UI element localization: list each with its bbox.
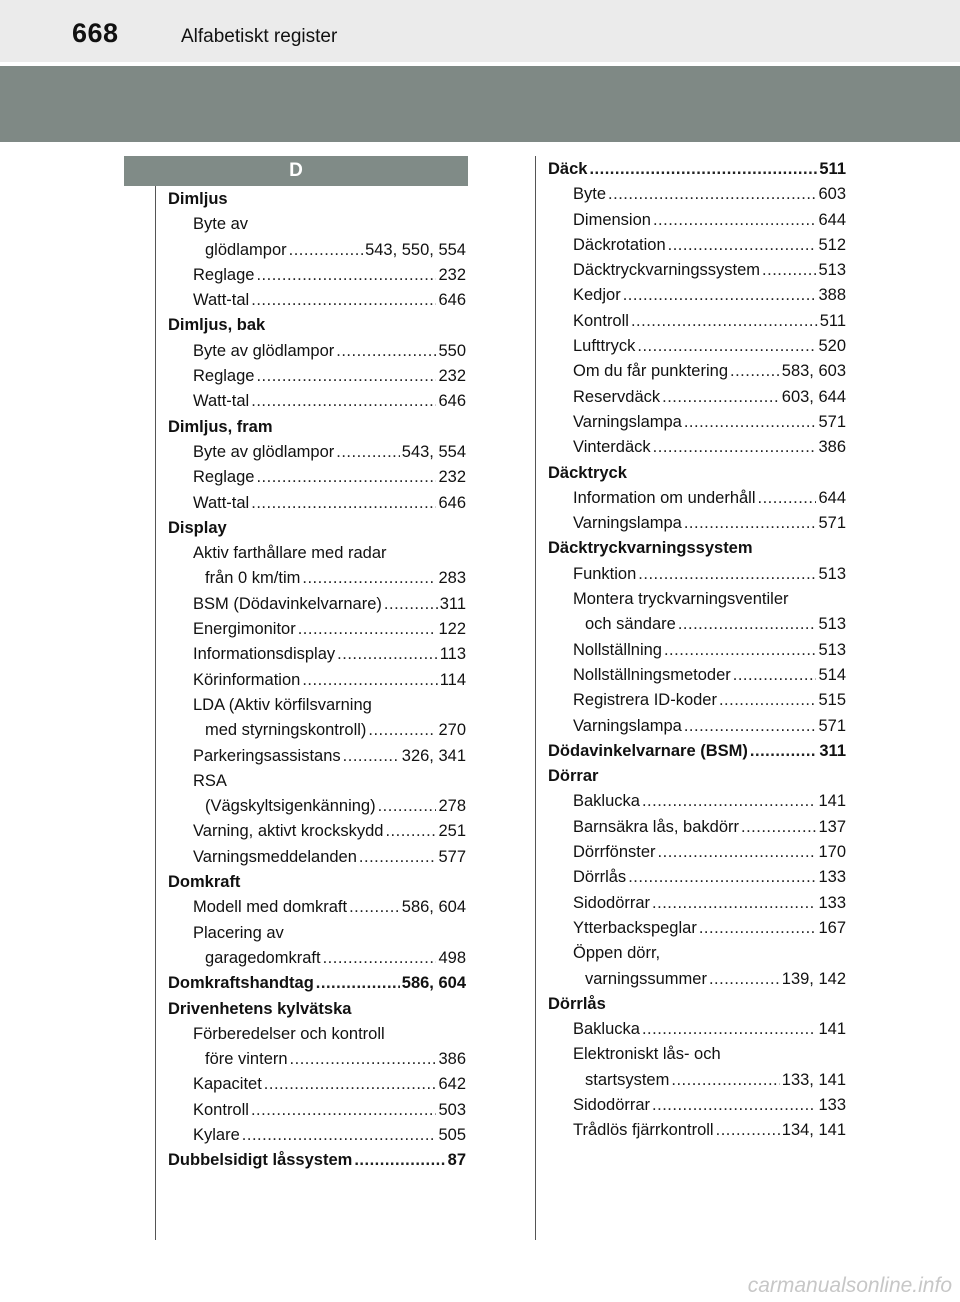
entry-text: startsystem: [585, 1070, 670, 1089]
page-reference: 503: [438, 1100, 466, 1119]
entry-text: Information om underhåll: [573, 488, 756, 507]
entry-text: Dimension: [573, 210, 651, 229]
entry-text: Trådlös fjärrkontroll: [573, 1121, 714, 1140]
entry-text: Kontroll: [573, 311, 629, 330]
index-subentry: [548, 562, 846, 587]
dot-leader: [368, 718, 436, 743]
index-subentry: [548, 334, 846, 359]
index-subentry: [168, 364, 466, 389]
dot-leader: [354, 1148, 445, 1173]
dot-leader: [652, 1093, 816, 1118]
page-reference: 386: [818, 438, 846, 457]
dot-leader: [336, 440, 400, 465]
dot-leader: [302, 668, 437, 693]
page-reference: 511: [819, 160, 846, 178]
page-header: [0, 0, 960, 62]
index-subentry: [168, 491, 466, 516]
entry-text: Kedjor: [573, 286, 621, 305]
entry-text: Domkraft: [168, 873, 241, 892]
page-reference: 137: [818, 817, 846, 836]
entry-text: Byte av glödlampor: [193, 341, 335, 360]
dot-leader: [316, 971, 400, 996]
entry-text: Sidodörrar: [573, 1095, 651, 1114]
dot-leader: [385, 819, 436, 844]
dot-leader: [699, 916, 817, 941]
dot-leader: [256, 364, 436, 389]
page-reference: 644: [818, 488, 846, 507]
page-reference: 283: [438, 569, 466, 588]
page-reference: 278: [438, 797, 466, 816]
dot-leader: [251, 1098, 437, 1123]
dot-leader: [642, 789, 817, 814]
index-entry: [548, 764, 846, 789]
index-subentry: [548, 486, 846, 511]
entry-text: Dörrlås: [573, 868, 627, 887]
dot-leader: [671, 1068, 779, 1093]
index-subentry: [168, 845, 466, 870]
entry-text: Display: [168, 518, 227, 537]
entry-text: Kontroll: [193, 1100, 249, 1119]
index-subentry: [548, 612, 846, 637]
page-reference: 232: [438, 265, 466, 284]
index-subentry: [168, 693, 466, 718]
entry-text: Varningslampa: [573, 412, 682, 431]
page-reference: 311: [819, 741, 846, 760]
dot-leader: [631, 309, 818, 334]
page-reference: 603, 644: [781, 387, 846, 406]
index-subentry: [168, 1072, 466, 1097]
page-reference: 498: [438, 948, 466, 967]
page-reference: 511: [819, 311, 846, 330]
index-entry: [168, 1148, 466, 1173]
page-number: 668: [72, 18, 119, 48]
index-subentry: [548, 663, 846, 688]
index-entry: [548, 461, 846, 486]
index-subentry: [548, 511, 846, 536]
index-subentry: [548, 182, 846, 207]
dot-leader: [628, 865, 816, 890]
dot-leader: [623, 283, 817, 308]
index-subentry: [168, 744, 466, 769]
entry-text: garagedomkraft: [205, 948, 321, 967]
entry-text: Dubbelsidigt låssystem: [168, 1151, 353, 1170]
index-entry: [548, 536, 846, 561]
page-reference: 133: [818, 868, 846, 887]
dot-leader: [638, 562, 816, 587]
index-entry: [168, 971, 466, 996]
dot-leader: [664, 638, 817, 663]
page-reference: 270: [438, 721, 466, 740]
page-reference: 311: [439, 594, 466, 613]
entry-text: Kylare: [193, 1125, 240, 1144]
index-subentry: [548, 789, 846, 814]
page-reference: 134, 141: [781, 1121, 846, 1140]
page-reference: 571: [818, 514, 846, 533]
dot-leader: [251, 288, 436, 313]
dot-leader: [337, 642, 438, 667]
page-reference: 386: [438, 1050, 466, 1069]
index-subentry: [548, 1042, 846, 1067]
page-reference: 513: [818, 261, 846, 280]
index-entry: [168, 187, 466, 212]
entry-text: Varningslampa: [573, 514, 682, 533]
index-subentry: [168, 617, 466, 642]
dot-leader: [684, 714, 817, 739]
index-subentry: [548, 891, 846, 916]
page-reference: 644: [818, 210, 846, 229]
dot-leader: [678, 612, 817, 637]
page-reference: 141: [818, 792, 846, 811]
dot-leader: [323, 946, 437, 971]
entry-text: RSA: [193, 771, 227, 790]
index-subentry: [168, 769, 466, 794]
index-subentry: [168, 794, 466, 819]
index-subentry: [548, 865, 846, 890]
entry-text: Funktion: [573, 564, 637, 583]
dot-leader: [658, 840, 817, 865]
dot-leader: [378, 794, 437, 819]
index-subentry: [168, 718, 466, 743]
entry-text: Drivenhetens kylvätska: [168, 999, 352, 1018]
page-reference: 133, 141: [781, 1070, 846, 1089]
dot-leader: [256, 263, 436, 288]
entry-text: Varning, aktivt krockskydd: [193, 822, 384, 841]
page-reference: 586, 604: [401, 974, 466, 993]
dot-leader: [637, 334, 816, 359]
index-subentry: [168, 238, 466, 263]
entry-text: Informationsdisplay: [193, 645, 336, 664]
index-subentry: [548, 385, 846, 410]
page-reference: 114: [439, 670, 466, 689]
page-reference: 520: [818, 337, 846, 356]
index-entry: [548, 739, 846, 764]
index-subentry: [168, 440, 466, 465]
dot-leader: [343, 744, 400, 769]
dot-leader: [642, 1017, 817, 1042]
page-reference: 543, 550, 554: [365, 240, 466, 259]
page-reference: 642: [438, 1075, 466, 1094]
entry-text: före vintern: [205, 1050, 288, 1069]
dot-leader: [758, 486, 817, 511]
entry-text: Dimljus, bak: [168, 316, 266, 335]
entry-text: Dimljus: [168, 190, 228, 208]
dot-leader: [662, 385, 780, 410]
entry-text: Dödavinkelvarnare (BSM): [548, 741, 748, 760]
index-subentry: [168, 1022, 466, 1047]
dot-leader: [384, 592, 438, 617]
page-reference: 141: [818, 1020, 846, 1039]
entry-text: Däcktryck: [548, 463, 627, 482]
index-subentry: [548, 688, 846, 713]
entry-text: Aktiv farthållare med radar: [193, 544, 387, 563]
entry-text: Varningslampa: [573, 716, 682, 735]
index-subentry: [548, 916, 846, 941]
index-subentry: [168, 946, 466, 971]
dot-leader: [289, 238, 363, 263]
page-reference: 646: [438, 493, 466, 512]
page-reference: 512: [818, 235, 846, 254]
entry-text: Montera tryckvarningsventiler: [573, 590, 789, 609]
entry-text: Baklucka: [573, 792, 640, 811]
header-band: [0, 66, 960, 142]
dot-leader: [730, 359, 780, 384]
index-subentry: [548, 638, 846, 663]
dot-leader: [684, 511, 817, 536]
page-reference: 603: [818, 185, 846, 204]
page-reference: 571: [818, 412, 846, 431]
entry-text: BSM (Dödavinkelvarnare): [193, 594, 382, 613]
index-subentry: [548, 283, 846, 308]
entry-text: från 0 km/tim: [205, 569, 301, 588]
index-subentry: [548, 258, 846, 283]
entry-text: Vinterdäck: [573, 438, 651, 457]
entry-text: Modell med domkraft: [193, 898, 348, 917]
index-entry: [168, 997, 466, 1022]
entry-text: Förberedelser och kontroll: [193, 1024, 385, 1043]
index-subentry: [168, 389, 466, 414]
entry-text: Reglage: [193, 468, 255, 487]
dot-leader: [709, 967, 780, 992]
page-reference: 646: [438, 392, 466, 411]
dot-leader: [298, 617, 437, 642]
entry-text: varningssummer: [585, 969, 707, 988]
entry-text: Om du får punktering: [573, 362, 728, 381]
entry-text: Elektroniskt lås- och: [573, 1045, 721, 1064]
index-entry: [168, 313, 466, 338]
page-reference: 113: [439, 645, 466, 664]
index-subentry: [548, 410, 846, 435]
page-reference: 388: [818, 286, 846, 305]
watermark: carmanualsonline.info: [747, 1274, 952, 1297]
entry-text: Energimonitor: [193, 620, 296, 639]
page-reference: 577: [438, 847, 466, 866]
entry-text: Baklucka: [573, 1020, 640, 1039]
dot-leader: [741, 815, 816, 840]
entry-text: Placering av: [193, 923, 284, 942]
entry-text: Domkraftshandtag: [168, 974, 314, 993]
page-reference: 513: [818, 615, 846, 634]
dot-leader: [336, 339, 436, 364]
index-subentry: [168, 921, 466, 946]
page-reference: 514: [818, 665, 846, 684]
index-subentry: [168, 642, 466, 667]
entry-text: Dimljus, fram: [168, 417, 273, 436]
index-subentry: [168, 263, 466, 288]
entry-text: Ytterbackspeglar: [573, 918, 697, 937]
page-reference: 543, 554: [401, 442, 466, 461]
dot-leader: [733, 663, 817, 688]
entry-text: och sändare: [585, 615, 676, 634]
dot-leader: [589, 157, 817, 182]
page-reference: 586, 604: [401, 898, 466, 917]
dot-leader: [653, 208, 817, 233]
index-subentry: [168, 566, 466, 591]
index-subentry: [548, 1068, 846, 1093]
dot-leader: [750, 739, 817, 764]
page-reference: 583, 603: [781, 362, 846, 381]
entry-text: Registrera ID-koder: [573, 691, 717, 710]
page-reference: 232: [438, 468, 466, 487]
index-subentry: [548, 941, 846, 966]
dot-leader: [290, 1047, 437, 1072]
column-divider-middle: [535, 156, 536, 1240]
entry-text: Körinformation: [193, 670, 301, 689]
index-entry: [548, 992, 846, 1017]
index-subentry: [548, 840, 846, 865]
dot-leader: [653, 435, 817, 460]
dot-leader: [608, 182, 816, 207]
index-entry: [168, 415, 466, 440]
entry-text: Byte av: [193, 215, 249, 234]
page-reference: 232: [438, 367, 466, 386]
entry-text: Watt-tal: [193, 493, 250, 512]
entry-text: Dörrar: [548, 767, 599, 786]
page-reference: 513: [818, 564, 846, 583]
index-subentry: [168, 465, 466, 490]
page-reference: 505: [438, 1125, 466, 1144]
index-subentry: [548, 1017, 846, 1042]
entry-text: Watt-tal: [193, 392, 250, 411]
index-subentry: [548, 208, 846, 233]
page-reference: 87: [447, 1151, 466, 1170]
page-reference: 550: [438, 341, 466, 360]
page-reference: 515: [818, 691, 846, 710]
page-reference: 133: [818, 893, 846, 912]
index-column-left: [168, 187, 466, 1174]
page-reference: 122: [438, 620, 466, 639]
dot-leader: [302, 566, 436, 591]
index-subentry: [168, 592, 466, 617]
index-subentry: [168, 541, 466, 566]
entry-text: glödlampor: [205, 240, 287, 259]
index-entry: [168, 870, 466, 895]
page-reference: 646: [438, 291, 466, 310]
entry-text: Reservdäck: [573, 387, 661, 406]
entry-text: Dörrfönster: [573, 843, 656, 862]
dot-leader: [684, 410, 817, 435]
dot-leader: [719, 688, 817, 713]
entry-text: Däcktryckvarningssystem: [573, 261, 761, 280]
index-subentry: [548, 815, 846, 840]
page-reference: 571: [818, 716, 846, 735]
index-entry: [168, 516, 466, 541]
index-subentry: [548, 714, 846, 739]
index-subentry: [548, 587, 846, 612]
entry-text: Reglage: [193, 367, 255, 386]
entry-text: Däckrotation: [573, 235, 666, 254]
index-entry: [548, 157, 846, 182]
dot-leader: [256, 465, 436, 490]
entry-text: Öppen dörr,: [573, 944, 661, 963]
page-reference: 513: [818, 640, 846, 659]
dot-leader: [652, 891, 816, 916]
page-title: Alfabetiskt register: [181, 26, 338, 47]
entry-text: Byte av glödlampor: [193, 442, 335, 461]
index-subentry: [168, 212, 466, 237]
entry-text: Dörrlås: [548, 994, 606, 1013]
dot-leader: [349, 895, 400, 920]
column-divider-left: [155, 186, 156, 1240]
index-subentry: [168, 1047, 466, 1072]
entry-text: (Vägskyltsigenkänning): [205, 797, 376, 816]
index-subentry: [548, 1093, 846, 1118]
page-reference: 139, 142: [781, 969, 846, 988]
index-subentry: [548, 233, 846, 258]
dot-leader: [251, 491, 436, 516]
index-subentry: [168, 1098, 466, 1123]
entry-text: Nollställningsmetoder: [573, 665, 731, 684]
entry-text: Varningsmeddelanden: [193, 847, 357, 866]
index-subentry: [168, 339, 466, 364]
index-subentry: [168, 668, 466, 693]
page-reference: 326, 341: [401, 746, 466, 765]
dot-leader: [242, 1123, 437, 1148]
dot-leader: [668, 233, 817, 258]
entry-text: LDA (Aktiv körfilsvarning: [193, 695, 372, 714]
index-subentry: [168, 895, 466, 920]
entry-text: Parkeringsassistans: [193, 746, 341, 765]
dot-leader: [762, 258, 816, 283]
index-subentry: [548, 359, 846, 384]
index-subentry: [548, 1118, 846, 1143]
entry-text: Barnsäkra lås, bakdörr: [573, 817, 739, 836]
entry-text: Sidodörrar: [573, 893, 651, 912]
page-reference: 251: [438, 822, 466, 841]
index-subentry: [168, 288, 466, 313]
index-subentry: [168, 819, 466, 844]
entry-text: Däck: [548, 160, 588, 178]
page-reference: 167: [818, 918, 846, 937]
entry-text: med styrningskontroll): [205, 721, 367, 740]
dot-leader: [716, 1118, 780, 1143]
page-reference: 170: [818, 843, 846, 862]
dot-leader: [264, 1072, 437, 1097]
index-column-right: [548, 157, 846, 1144]
entry-text: Nollställning: [573, 640, 662, 659]
entry-text: Däcktryckvarningssystem: [548, 539, 753, 558]
entry-text: Lufttryck: [573, 337, 636, 356]
entry-text: Byte: [573, 185, 607, 204]
index-subentry: [548, 967, 846, 992]
section-letter-header: D: [124, 156, 468, 186]
index-subentry: [168, 1123, 466, 1148]
index-subentry: [548, 309, 846, 334]
entry-text: Kapacitet: [193, 1075, 262, 1094]
index-subentry: [548, 435, 846, 460]
entry-text: Watt-tal: [193, 291, 250, 310]
page-reference: 133: [818, 1095, 846, 1114]
dot-leader: [251, 389, 436, 414]
entry-text: Reglage: [193, 265, 255, 284]
dot-leader: [359, 845, 437, 870]
